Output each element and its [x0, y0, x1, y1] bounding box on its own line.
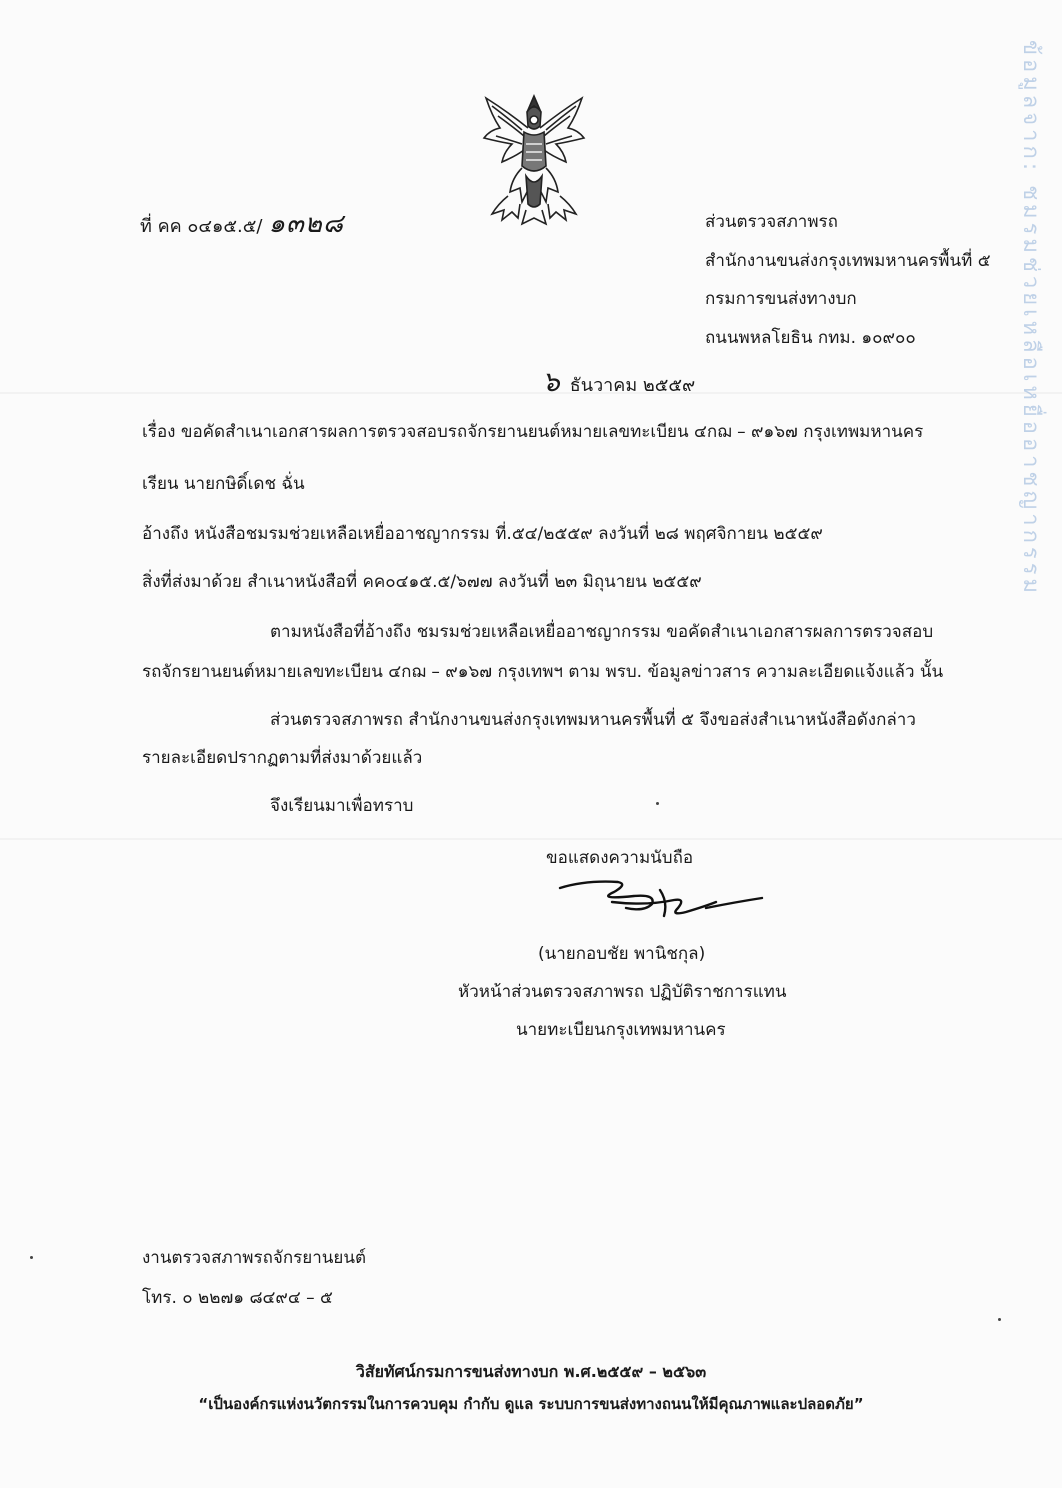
paper-fold	[0, 392, 1062, 394]
contact-phone: โทร. ๐ ๒๒๗๑ ๘๔๙๔ – ๕	[142, 1288, 333, 1308]
address-line: ถนนพหลโยธิน กทม. ๑๐๙๐๐	[705, 327, 916, 348]
signatory-title: หัวหน้าส่วนตรวจสภาพรถ ปฏิบัติราชการแทน	[458, 982, 787, 1002]
signatory-name: (นายกอบชัย พานิชกุล)	[538, 944, 706, 964]
address-line: สำนักงานขนส่งกรุงเทพมหานครพื้นที่ ๕	[705, 250, 991, 271]
document-reference-number	[140, 203, 344, 244]
closing-line: จึงเรียนมาเพื่อทราบ	[270, 796, 414, 816]
contact-department: งานตรวจสภาพรถจักรยานยนต์	[142, 1248, 367, 1268]
vision-title: วิสัยทัศน์กรมการขนส่งทางบก พ.ศ.๒๕๕๙ – ๒๕๖๓	[355, 1362, 707, 1381]
address-line: กรมการขนส่งทางบก	[705, 289, 857, 309]
recipient-line: เรียน นายกษิดิ์เดช ฉั่น	[142, 474, 305, 494]
reference-number-handwritten: ๑๓๒๘	[268, 209, 344, 239]
paper-speck	[30, 1256, 33, 1259]
paragraph-2-line-1: ส่วนตรวจสภาพรถ สำนักงานขนส่งกรุงเทพมหานครพื้นที่ ๕ จึงขอส่งสำเนาหนังสือดังกล่าว	[270, 710, 916, 730]
vision-statement: “เป็นองค์กรแห่งนวัตกรรมในการควบคุม กำกับ ดูแล ระบบการขนส่งทางถนนให้มีคุณภาพและปลอดภัย”	[198, 1395, 864, 1413]
paper-speck	[656, 802, 659, 805]
date-day-handwritten: ๖	[542, 365, 560, 398]
paragraph-2-line-2: รายละเอียดปรากฏตามที่ส่งมาด้วยแล้ว	[142, 748, 423, 768]
letter-date	[542, 360, 695, 404]
signatory-title-2: นายทะเบียนกรุงเทพมหานคร	[516, 1020, 726, 1040]
paragraph-1-line-2: รถจักรยานยนต์หมายเลขทะเบียน ๔กฌ – ๙๑๖๗ กรุงเทพฯ ตาม พรบ. ข้อมูลข่าวสาร ความละเอียดแจ้งแล้ว นั้น	[142, 662, 944, 682]
reference-prefix: ที่ คค ๐๔๑๕.๕/	[140, 216, 263, 237]
salutation: ขอแสดงความนับถือ	[546, 848, 694, 868]
enclosure-line: สิ่งที่ส่งมาด้วย สำเนาหนังสือที่ คค๐๔๑๕.๕/๖๗๗ ลงวันที่ ๒๓ มิถุนายน ๒๕๕๙	[142, 572, 702, 592]
address-line: ส่วนตรวจสภาพรถ	[705, 212, 838, 232]
subject-line: เรื่อง ขอคัดสำเนาเอกสารผลการตรวจสอบรถจักรยานยนต์หมายเลขทะเบียน ๔กฌ – ๙๑๖๗ กรุงเทพมหานคร	[142, 422, 924, 442]
date-month-year: ธันวาคม ๒๕๕๙	[569, 375, 696, 396]
paragraph-1-line-1: ตามหนังสือที่อ้างถึง ชมรมช่วยเหลือเหยื่ออาชญากรรม ขอคัดสำเนาเอกสารผลการตรวจสอบ	[270, 622, 934, 642]
edge-watermark-text: ข้อมูลจาก: ชมรมช่วยเหลือเหยื่ออาชญากรรม	[1018, 40, 1043, 598]
garuda-emblem-icon	[478, 92, 590, 230]
paper-speck	[998, 1318, 1001, 1321]
handwritten-signature	[556, 872, 766, 932]
reference-line: อ้างถึง หนังสือชมรมช่วยเหลือเหยื่ออาชญากรรม ที่.๕๔/๒๕๕๙ ลงวันที่ ๒๘ พฤศจิกายน ๒๕๕๙	[142, 524, 823, 544]
sender-address	[705, 203, 991, 357]
paper-fold	[0, 838, 1062, 840]
